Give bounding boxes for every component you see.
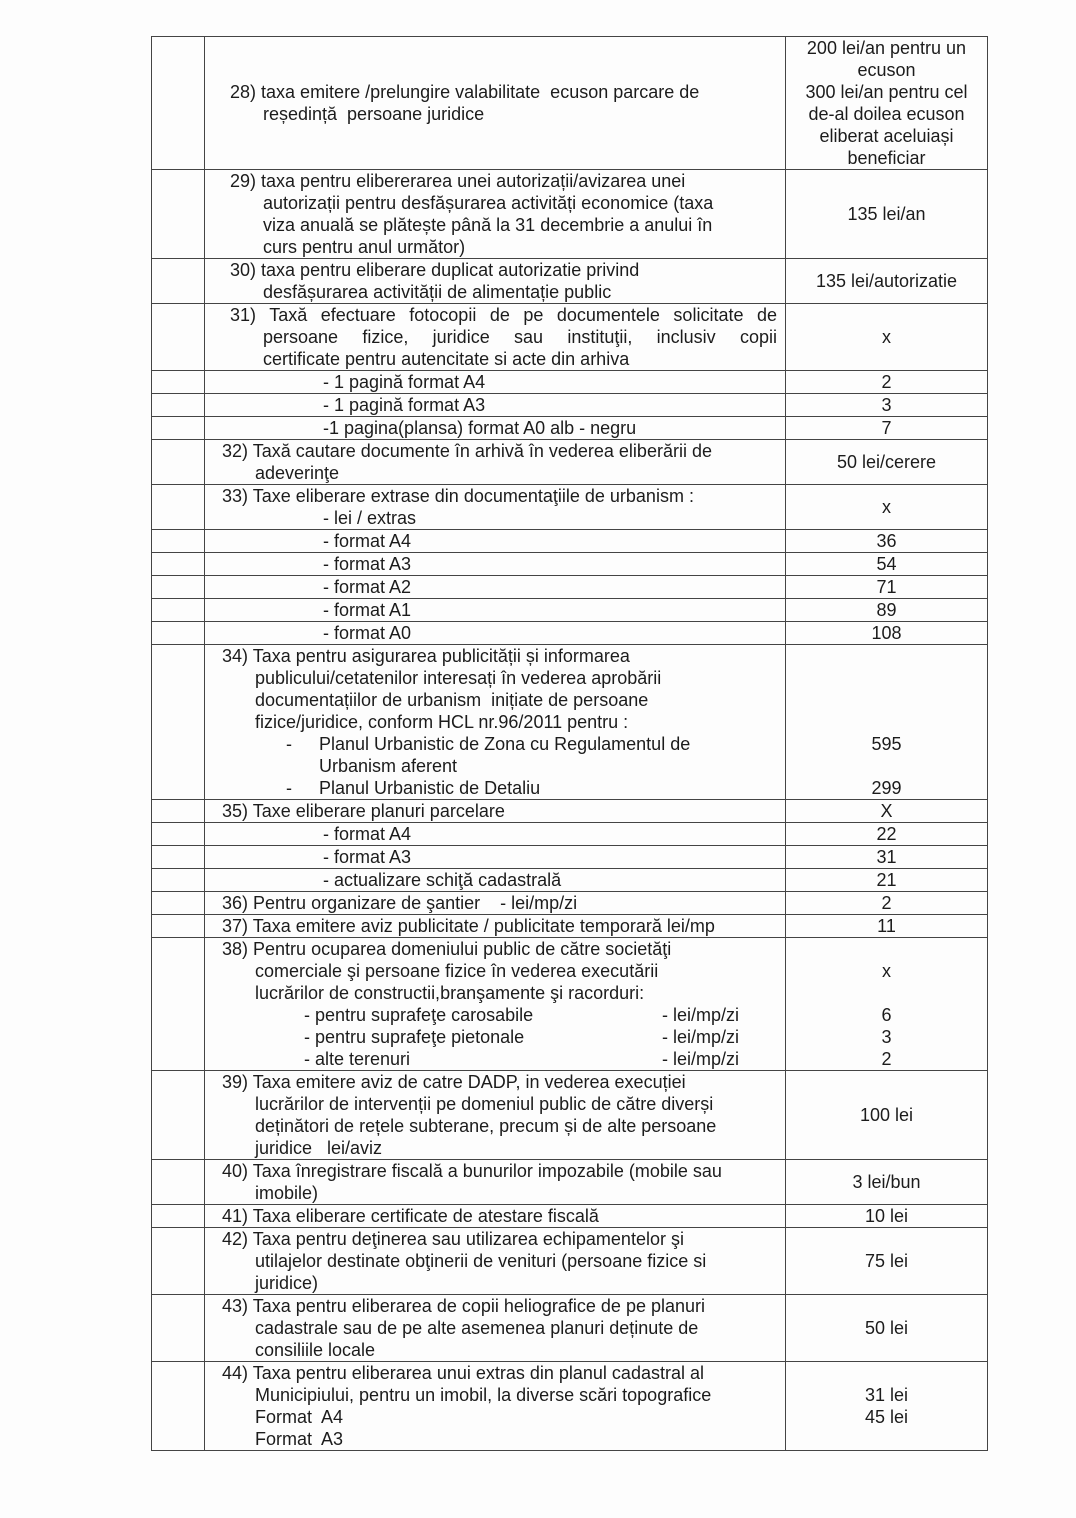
description-text: - format A2	[323, 577, 412, 597]
fee-value: X	[880, 801, 893, 821]
row-marker-cell	[152, 440, 205, 485]
fee-row	[152, 259, 988, 304]
fee-description-cell	[205, 869, 786, 892]
item-number: 43)	[222, 1296, 249, 1316]
row-marker-cell	[152, 599, 205, 622]
description-text: consiliile locale	[255, 1340, 376, 1360]
fee-value-cell	[786, 1295, 988, 1362]
fee-value-cell	[786, 1362, 988, 1451]
item-number: 30)	[230, 260, 257, 280]
fee-value: de-al doilea ecuson	[808, 104, 965, 124]
fee-description-cell	[205, 622, 786, 645]
fee-subrow	[152, 823, 988, 846]
description-line	[222, 530, 777, 552]
fee-value-cell	[786, 599, 988, 622]
fee-value: 31 lei	[864, 1385, 909, 1405]
fee-value: 31	[876, 847, 897, 867]
description-line	[230, 281, 777, 303]
fee-row	[152, 1205, 988, 1228]
row-marker-cell	[152, 417, 205, 440]
description-text: Municipiului, pentru un imobil, la diverse scări topografice	[255, 1385, 712, 1405]
fee-row	[152, 440, 988, 485]
row-marker-cell	[152, 553, 205, 576]
fee-value-cell	[786, 823, 988, 846]
description-text: Planul Urbanistic de Detaliu	[319, 778, 541, 798]
description-line	[222, 1272, 777, 1294]
fee-value: 135 lei/autorizatie	[815, 271, 958, 291]
description-line	[222, 823, 777, 845]
description-text: Taxe eliberare extrase din documentaţiile de urbanism :	[252, 486, 694, 506]
fee-row	[152, 915, 988, 938]
fee-description-cell	[205, 1205, 786, 1228]
fee-subrow	[152, 869, 988, 892]
fee-description-cell	[205, 823, 786, 846]
fee-value-cell	[786, 938, 988, 1071]
fee-subrow	[152, 576, 988, 599]
bullet-dash: -	[286, 734, 292, 754]
description-line	[222, 777, 777, 799]
fee-value-cell	[786, 304, 988, 371]
description-line	[222, 1093, 777, 1115]
fee-description-cell	[205, 645, 786, 800]
fee-value	[786, 755, 987, 777]
description-line	[230, 214, 777, 236]
description-text: Taxa emitere aviz de catre DADP, in vederea execuției	[252, 1072, 686, 1092]
description-text: imobile)	[255, 1183, 319, 1203]
description-line	[230, 81, 777, 103]
description-line	[222, 1339, 777, 1361]
description-line	[222, 733, 777, 755]
fee-description-cell	[205, 892, 786, 915]
description-line	[222, 1250, 777, 1272]
description-line	[222, 645, 777, 667]
fee-value: 3 lei/bun	[852, 1172, 921, 1192]
fee-value: 100 lei	[859, 1105, 914, 1125]
description-text: persoane fizice, juridice sau instituţii, inclusiv copii	[263, 327, 777, 347]
fee-value: 6	[881, 1005, 892, 1025]
description-line	[222, 1362, 777, 1384]
description-text: Planul Urbanistic de Zona cu Regulamentul de	[319, 734, 691, 754]
row-marker-cell	[152, 37, 205, 170]
description-text: Taxă cautare documente în arhivă în vederea eliberării de	[252, 441, 712, 461]
fee-value-cell	[786, 170, 988, 259]
fee-value: x	[882, 497, 891, 517]
fee-value-cell	[786, 1160, 988, 1205]
row-marker-cell	[152, 394, 205, 417]
fee-description-cell	[205, 1362, 786, 1451]
description-line	[222, 869, 777, 891]
fee-value: 2	[881, 1049, 892, 1069]
unit-label: - lei/mp/zi	[662, 1027, 740, 1047]
description-line	[222, 1406, 777, 1428]
description-text: Taxa pentru eliberarea de copii heliografice de pe planuri	[252, 1296, 705, 1316]
description-line	[222, 599, 777, 621]
fee-value: 36	[876, 531, 897, 551]
fee-value: 595	[871, 734, 902, 754]
row-marker-cell	[152, 846, 205, 869]
description-line	[222, 1384, 777, 1406]
fee-value-cell	[786, 440, 988, 485]
row-marker-cell	[152, 823, 205, 846]
description-line	[222, 892, 777, 914]
description-line	[230, 348, 777, 370]
description-text: curs pentru anul următor)	[263, 237, 466, 257]
description-text: lucrărilor de intervenții pe domeniul public de către diverși	[255, 1094, 714, 1114]
description-text: publicului/cetatenilor interesați în vederea aprobării	[255, 668, 662, 688]
row-marker-cell	[152, 485, 205, 530]
description-text: - 1 pagină format A3	[323, 395, 486, 415]
fee-value-cell	[786, 892, 988, 915]
description-line	[222, 1182, 777, 1204]
row-marker-cell	[152, 1362, 205, 1451]
fee-row	[152, 645, 988, 800]
fee-value: 299	[871, 778, 902, 798]
description-line	[222, 1317, 777, 1339]
fee-value	[786, 689, 987, 711]
fee-subrow	[152, 371, 988, 394]
row-marker-cell	[152, 1160, 205, 1205]
fee-description-cell	[205, 394, 786, 417]
fee-row	[152, 800, 988, 823]
description-line	[222, 553, 777, 575]
fee-value: 108	[871, 623, 902, 643]
description-line	[230, 170, 777, 192]
fee-description-cell	[205, 170, 786, 259]
description-text: - pentru suprafeţe pietonale	[304, 1027, 525, 1047]
description-line	[222, 485, 777, 507]
fee-value: 50 lei/cerere	[836, 452, 937, 472]
fee-value: 50 lei	[864, 1318, 909, 1338]
row-marker-cell	[152, 1205, 205, 1228]
fee-row	[152, 485, 988, 530]
description-text: fizice/juridice, conform HCL nr.96/2011 pentru :	[255, 712, 629, 732]
fee-row	[152, 938, 988, 1071]
item-number: 39)	[222, 1072, 249, 1092]
fee-description-cell	[205, 599, 786, 622]
description-line	[222, 462, 777, 484]
description-text: juridice)	[255, 1273, 319, 1293]
description-line	[222, 1428, 777, 1450]
fee-value-cell	[786, 846, 988, 869]
description-text: desfășurarea activității de alimentație public	[263, 282, 612, 302]
fee-value: 11	[877, 916, 896, 936]
fee-subrow	[152, 530, 988, 553]
fee-description-cell	[205, 1228, 786, 1295]
fee-subrow	[152, 417, 988, 440]
description-text: -1 pagina(plansa) format A0 alb - negru	[323, 418, 637, 438]
description-line	[230, 236, 777, 258]
description-text: Taxa emitere aviz publicitate / publicitate temporară lei/mp	[252, 916, 715, 936]
fee-description-cell	[205, 553, 786, 576]
description-line	[222, 1205, 777, 1227]
description-text: Taxa înregistrare fiscală a bunurilor impozabile (mobile sau	[252, 1161, 722, 1181]
description-text: - format A4	[323, 824, 412, 844]
description-line	[230, 326, 777, 348]
description-text: - lei / extras	[323, 508, 417, 528]
description-text: Taxă efectuare fotocopii de pe documentele solicitate de	[269, 305, 777, 325]
fee-value-cell	[786, 576, 988, 599]
fee-subrow	[152, 553, 988, 576]
description-line	[222, 846, 777, 868]
description-text: Taxa pentru eliberarea unui extras din planul cadastral al	[252, 1363, 704, 1383]
item-number: 33)	[222, 486, 249, 506]
fee-description-cell	[205, 440, 786, 485]
fee-subrow	[152, 846, 988, 869]
description-line	[222, 667, 777, 689]
fee-row	[152, 1295, 988, 1362]
fee-value: 22	[876, 824, 897, 844]
fee-value-cell	[786, 1071, 988, 1160]
fee-value-cell	[786, 485, 988, 530]
item-number: 35)	[222, 801, 249, 821]
fee-row	[152, 304, 988, 371]
fee-row	[152, 1362, 988, 1451]
fee-value: x	[882, 961, 891, 981]
fee-value	[786, 938, 987, 960]
fee-table-body	[152, 37, 988, 1451]
description-line	[230, 304, 777, 326]
description-text: - alte terenuri	[304, 1049, 411, 1069]
fee-value-cell	[786, 530, 988, 553]
fee-value-cell	[786, 645, 988, 800]
fee-row	[152, 1160, 988, 1205]
description-text: Taxa pentru asigurarea publicității și informarea	[252, 646, 630, 666]
row-marker-cell	[152, 645, 205, 800]
description-line	[222, 1160, 777, 1182]
item-number: 40)	[222, 1161, 249, 1181]
description-text: - format A3	[323, 847, 412, 867]
item-number: 28)	[230, 82, 257, 102]
row-marker-cell	[152, 259, 205, 304]
description-line	[222, 689, 777, 711]
item-number: 42)	[222, 1229, 249, 1249]
fee-table	[151, 36, 988, 1451]
fee-row	[152, 892, 988, 915]
fee-row	[152, 1228, 988, 1295]
fee-value-cell	[786, 259, 988, 304]
row-marker-cell	[152, 800, 205, 823]
description-line	[222, 1026, 777, 1048]
fee-value-cell	[786, 37, 988, 170]
description-text: - actualizare schiţă cadastrală	[323, 870, 562, 890]
fee-description-cell	[205, 37, 786, 170]
fee-row	[152, 170, 988, 259]
fee-value: 54	[876, 554, 897, 574]
unit-label: - lei/mp/zi	[662, 1005, 740, 1025]
description-line	[222, 1004, 777, 1026]
description-text: Pentru ocuparea domeniului public de către societăţi	[253, 939, 672, 959]
description-text: comerciale şi persoane fizice în vederea executării	[255, 961, 659, 981]
description-text: juridice lei/aviz	[255, 1138, 383, 1158]
description-line	[222, 1295, 777, 1317]
fee-description-cell	[205, 576, 786, 599]
fee-row	[152, 37, 988, 170]
fee-value: 71	[876, 577, 897, 597]
fee-value	[786, 667, 987, 689]
fee-value: 2	[881, 893, 892, 913]
description-line	[222, 507, 777, 529]
description-line	[230, 192, 777, 214]
fee-description-cell	[205, 800, 786, 823]
fee-value	[786, 711, 987, 733]
fee-value-cell	[786, 371, 988, 394]
fee-value-cell	[786, 417, 988, 440]
fee-value: x	[882, 327, 891, 347]
row-marker-cell	[152, 170, 205, 259]
description-text: Taxa eliberare certificate de atestare fiscală	[252, 1206, 599, 1226]
fee-row	[152, 1071, 988, 1160]
fee-value: 2	[881, 372, 892, 392]
fee-description-cell	[205, 530, 786, 553]
fee-description-cell	[205, 417, 786, 440]
description-text: - format A3	[323, 554, 412, 574]
fee-description-cell	[205, 485, 786, 530]
description-text: - 1 pagină format A4	[323, 372, 486, 392]
fee-value: 21	[876, 870, 897, 890]
bullet-dash: -	[286, 778, 292, 798]
fee-value: 7	[881, 418, 892, 438]
description-line	[230, 259, 777, 281]
item-number: 36)	[222, 893, 249, 913]
fee-value: 89	[876, 600, 897, 620]
description-line	[222, 417, 777, 439]
fee-value-cell	[786, 869, 988, 892]
row-marker-cell	[152, 869, 205, 892]
description-line	[222, 982, 777, 1004]
fee-value-cell	[786, 622, 988, 645]
description-line	[222, 1228, 777, 1250]
fee-value: 45 lei	[864, 1407, 909, 1427]
description-text: - format A4	[323, 531, 412, 551]
description-line	[222, 915, 777, 937]
description-text: Pentru organizare de şantier - lei/mp/zi	[253, 893, 578, 913]
description-text: taxa pentru eliberare duplicat autorizatie privind	[261, 260, 640, 280]
fee-description-cell	[205, 259, 786, 304]
row-marker-cell	[152, 530, 205, 553]
fee-description-cell	[205, 304, 786, 371]
description-text: viza anuală se plătește până la 31 decembrie a anului în	[263, 215, 713, 235]
description-line	[222, 960, 777, 982]
fee-value: ecuson	[857, 60, 916, 80]
fee-value: 135 lei/an	[847, 204, 926, 224]
fee-value: beneficiar	[847, 148, 926, 168]
fee-description-cell	[205, 1071, 786, 1160]
fee-value-cell	[786, 800, 988, 823]
item-number: 38)	[222, 939, 249, 959]
description-text: autorizații pentru desfășurarea activități economice (taxa	[263, 193, 714, 213]
fee-subrow	[152, 599, 988, 622]
description-line	[222, 800, 777, 822]
item-number: 44)	[222, 1363, 249, 1383]
description-line	[222, 1048, 777, 1070]
row-marker-cell	[152, 622, 205, 645]
fee-value-cell	[786, 915, 988, 938]
description-line	[222, 622, 777, 644]
row-marker-cell	[152, 938, 205, 1071]
unit-label: - lei/mp/zi	[662, 1049, 740, 1069]
fee-subrow	[152, 622, 988, 645]
description-line	[222, 371, 777, 393]
fee-value-cell	[786, 394, 988, 417]
row-marker-cell	[152, 1295, 205, 1362]
description-text: - pentru suprafeţe carosabile	[304, 1005, 534, 1025]
description-line	[230, 103, 777, 125]
description-text: cadastrale sau de pe alte asemenea planuri deținute de	[255, 1318, 699, 1338]
description-line	[222, 576, 777, 598]
description-text: Taxe eliberare planuri parcelare	[252, 801, 505, 821]
fee-description-cell	[205, 846, 786, 869]
description-line	[222, 1071, 777, 1093]
fee-value-cell	[786, 553, 988, 576]
fee-value: 10 lei	[864, 1206, 909, 1226]
description-text: Format A3	[255, 1429, 344, 1449]
description-text: certificate pentru autencitate si acte din arhiva	[263, 349, 630, 369]
fee-value: eliberat aceluiași	[819, 126, 954, 146]
fee-description-cell	[205, 915, 786, 938]
fee-value: 300 lei/an pentru cel	[805, 82, 968, 102]
fee-value	[786, 645, 987, 667]
description-line	[222, 1137, 777, 1159]
description-text: documentațiilor de urbanism inițiate de persoane	[255, 690, 649, 710]
description-line	[222, 755, 777, 777]
description-line	[222, 938, 777, 960]
row-marker-cell	[152, 371, 205, 394]
row-marker-cell	[152, 576, 205, 599]
description-text: Format A4	[255, 1407, 344, 1427]
row-marker-cell	[152, 892, 205, 915]
item-number: 29)	[230, 171, 257, 191]
fee-value-cell	[786, 1205, 988, 1228]
description-text: lucrărilor de constructii,branşamente şi racorduri:	[255, 983, 645, 1003]
description-text: taxa pentru elibererarea unei autorizații/avizarea unei	[261, 171, 686, 191]
description-line	[222, 711, 777, 733]
fee-description-cell	[205, 1295, 786, 1362]
description-text: taxa emitere /prelungire valabilitate ecuson parcare de	[261, 82, 700, 102]
row-marker-cell	[152, 1228, 205, 1295]
description-text: - format A1	[323, 600, 412, 620]
description-text: adeverinţe	[255, 463, 340, 483]
description-text: Urbanism aferent	[319, 756, 458, 776]
item-number: 41)	[222, 1206, 249, 1226]
fee-subrow	[152, 394, 988, 417]
fee-value: 3	[881, 395, 892, 415]
row-marker-cell	[152, 1071, 205, 1160]
fee-value: 75 lei	[864, 1251, 909, 1271]
description-text: Taxa pentru deţinerea sau utilizarea echipamentelor şi	[252, 1229, 684, 1249]
item-number: 32)	[222, 441, 249, 461]
description-text: deținători de rețele subterane, precum și de alte persoane	[255, 1116, 717, 1136]
fee-value-cell	[786, 1228, 988, 1295]
description-text: - format A0	[323, 623, 412, 643]
description-line	[222, 394, 777, 416]
description-text: reședință persoane juridice	[263, 104, 485, 124]
item-number: 37)	[222, 916, 249, 936]
fee-description-cell	[205, 371, 786, 394]
fee-value	[786, 982, 987, 1004]
fee-value: 3	[881, 1027, 892, 1047]
fee-value: 200 lei/an pentru un	[806, 38, 967, 58]
row-marker-cell	[152, 304, 205, 371]
row-marker-cell	[152, 915, 205, 938]
description-line	[222, 440, 777, 462]
fee-description-cell	[205, 1160, 786, 1205]
description-line	[222, 1115, 777, 1137]
item-number: 34)	[222, 646, 249, 666]
item-number: 31)	[230, 305, 257, 325]
description-text: utilajelor destinate obţinerii de venituri (persoane fizice si	[255, 1251, 707, 1271]
fee-description-cell	[205, 938, 786, 1071]
